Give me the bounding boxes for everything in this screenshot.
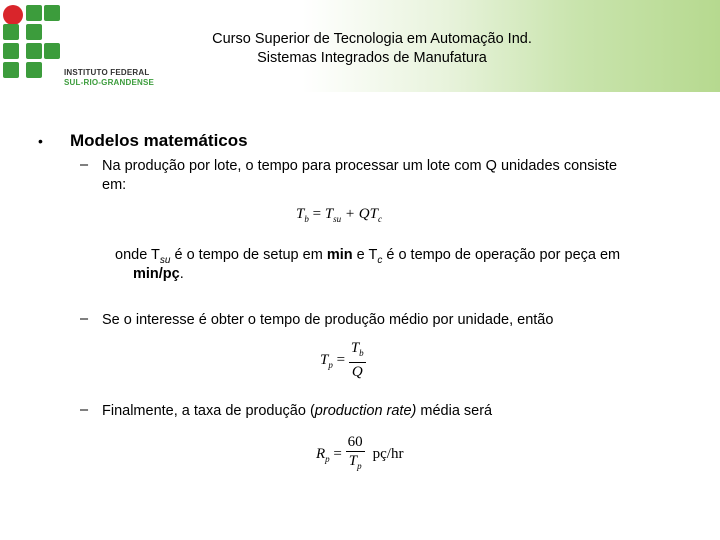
bullet-marker: • [38,133,43,149]
item-2-text: Se o interesse é obter o tempo de produção médio por unidade, então [102,312,554,328]
formula-batch-time: $T_b = T_{su} + QT_c$ [296,206,382,224]
subject-title: Sistemas Integrados de Manufatura [257,50,487,66]
course-title: Curso Superior de Tecnologia em Automação Ind. [212,31,532,47]
dash-marker-1: – [80,157,89,173]
logo-text-2: SUL-RIO-GRANDENSE [64,78,155,87]
formula-average-time: $T_p$ = $\frac{T_b}{Q}$ [320,340,364,380]
institute-logo [0,0,160,92]
note-line-1: onde $T_{su}$ é o tempo de setup em min e $T_c$ é o tempo de operação por peça em [115,247,621,266]
dash-marker-2: – [80,311,89,327]
logo-text-1: INSTITUTO FEDERAL [64,68,150,77]
item-1-line-2: em: [102,177,127,193]
dash-marker-3: – [80,402,89,418]
formula-production-rate: $R_p$ = $\frac{60}{T_p}$ pç/hr [316,434,404,471]
note-line-2: min/pç. [133,266,184,282]
item-1-line-1: Na produção por lote, o tempo para processar um lote com Q unidades consiste [102,158,618,174]
slide-heading: Modelos matemáticos [70,131,248,150]
item-3-text: Finalmente, a taxa de produção (production rate) média será [102,403,493,419]
